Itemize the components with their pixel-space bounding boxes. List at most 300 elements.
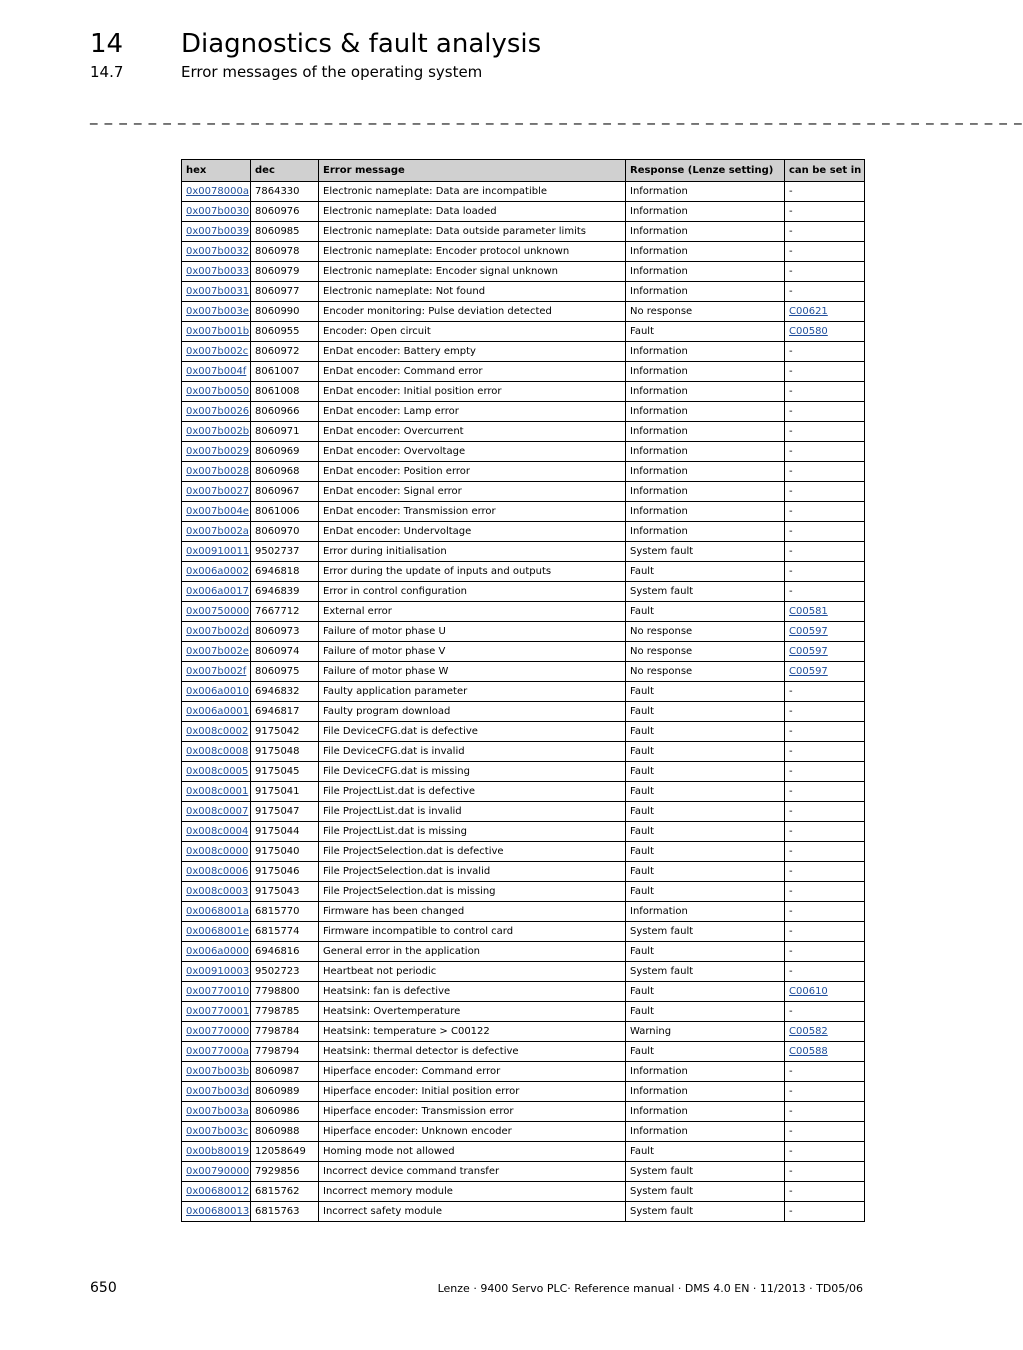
cell-error-message: EnDat encoder: Initial position error	[319, 382, 626, 402]
cell-hex	[182, 582, 251, 602]
hex-code-link[interactable]: 0x007b0039	[186, 225, 250, 237]
cell-error-message: File ProjectSelection.dat is missing	[319, 882, 626, 902]
hex-code-link[interactable]: 0x007b003c	[186, 1125, 249, 1137]
error-messages-table	[181, 159, 865, 1222]
table-row	[182, 1142, 865, 1162]
cell-dec: 9175041	[251, 782, 319, 802]
cell-can-be-set-in: -	[785, 482, 865, 502]
cell-hex	[182, 202, 251, 222]
cell-response: Fault	[626, 562, 785, 582]
hex-code-link[interactable]: 0x007b003d	[186, 1085, 250, 1097]
table-row	[182, 522, 865, 542]
cell-dec: 7798785	[251, 1002, 319, 1022]
hex-code-link[interactable]: 0x007b0029	[186, 445, 250, 457]
cell-error-message: Heatsink: thermal detector is defective	[319, 1042, 626, 1062]
table-row	[182, 362, 865, 382]
cell-response: Fault	[626, 982, 785, 1002]
hex-code-link[interactable]: 0x00910011	[186, 545, 250, 557]
cell-response: Information	[626, 1122, 785, 1142]
hex-code-link[interactable]: 0x00910003	[186, 965, 250, 977]
parameter-link[interactable]: C00610	[789, 985, 828, 997]
cell-response: Fault	[626, 822, 785, 842]
cell-response: Information	[626, 1082, 785, 1102]
cell-dec: 8061006	[251, 502, 319, 522]
cell-error-message: Hiperface encoder: Initial position error	[319, 1082, 626, 1102]
table-row	[182, 562, 865, 582]
cell-dec: 8060985	[251, 222, 319, 242]
cell-error-message: Incorrect safety module	[319, 1202, 626, 1222]
cell-can-be-set-in: -	[785, 822, 865, 842]
cell-can-be-set-in	[785, 1042, 865, 1062]
cell-error-message: Incorrect memory module	[319, 1182, 626, 1202]
hex-code-link[interactable]: 0x007b0030	[186, 205, 250, 217]
cell-error-message: Heartbeat not periodic	[319, 962, 626, 982]
cell-error-message: Error in control configuration	[319, 582, 626, 602]
hex-code-link[interactable]: 0x008c0007	[186, 805, 249, 817]
table-row	[182, 742, 865, 762]
hex-code-link[interactable]: 0x00680013	[186, 1205, 250, 1217]
cell-can-be-set-in	[785, 642, 865, 662]
cell-dec: 8060974	[251, 642, 319, 662]
hex-code-link[interactable]: 0x007b003a	[186, 1105, 249, 1117]
cell-hex	[182, 362, 251, 382]
cell-response: Warning	[626, 1022, 785, 1042]
table-row	[182, 1102, 865, 1122]
cell-error-message: Firmware has been changed	[319, 902, 626, 922]
cell-hex	[182, 882, 251, 902]
table-row	[182, 1162, 865, 1182]
cell-hex	[182, 1082, 251, 1102]
cell-hex	[182, 1142, 251, 1162]
cell-dec: 8060975	[251, 662, 319, 682]
cell-can-be-set-in	[785, 322, 865, 342]
cell-hex	[182, 802, 251, 822]
cell-hex	[182, 402, 251, 422]
table-row	[182, 1182, 865, 1202]
cell-response: No response	[626, 662, 785, 682]
hex-code-link[interactable]: 0x008c0006	[186, 865, 249, 877]
cell-response: Fault	[626, 682, 785, 702]
page-number: 650	[90, 1280, 117, 1296]
hex-code-link[interactable]: 0x007b002d	[186, 625, 250, 637]
cell-can-be-set-in: -	[785, 702, 865, 722]
cell-dec: 8060966	[251, 402, 319, 422]
cell-hex	[182, 282, 251, 302]
hex-code-link[interactable]: 0x007b003e	[186, 305, 249, 317]
cell-response: Information	[626, 1062, 785, 1082]
cell-response: Information	[626, 242, 785, 262]
hex-code-link[interactable]: 0x006a0002	[186, 565, 249, 577]
cell-response: Fault	[626, 942, 785, 962]
table-row	[182, 482, 865, 502]
cell-dec: 9175046	[251, 862, 319, 882]
table-row	[182, 502, 865, 522]
parameter-link[interactable]: C00580	[789, 325, 828, 337]
hex-code-link[interactable]: 0x008c0005	[186, 765, 249, 777]
table-row	[182, 242, 865, 262]
cell-hex	[182, 842, 251, 862]
cell-dec: 8060976	[251, 202, 319, 222]
cell-response: Information	[626, 182, 785, 202]
cell-dec: 8060977	[251, 282, 319, 302]
table-row	[182, 1002, 865, 1022]
cell-response: Information	[626, 422, 785, 442]
cell-can-be-set-in	[785, 622, 865, 642]
cell-error-message: EnDat encoder: Command error	[319, 362, 626, 382]
cell-error-message: Electronic nameplate: Data outside parameter limits	[319, 222, 626, 242]
cell-response: Fault	[626, 722, 785, 742]
cell-dec: 6946818	[251, 562, 319, 582]
cell-hex	[182, 1022, 251, 1042]
table-row	[182, 902, 865, 922]
cell-dec: 6946839	[251, 582, 319, 602]
cell-hex	[182, 702, 251, 722]
cell-error-message: Failure of motor phase V	[319, 642, 626, 662]
cell-dec: 9175040	[251, 842, 319, 862]
cell-can-be-set-in: -	[785, 462, 865, 482]
cell-error-message: Faulty application parameter	[319, 682, 626, 702]
cell-hex	[182, 222, 251, 242]
table-row	[182, 602, 865, 622]
cell-hex	[182, 522, 251, 542]
cell-error-message: File DeviceCFG.dat is defective	[319, 722, 626, 742]
cell-dec: 12058649	[251, 1142, 319, 1162]
table-row	[182, 462, 865, 482]
cell-can-be-set-in: -	[785, 382, 865, 402]
cell-response: System fault	[626, 922, 785, 942]
hex-code-link[interactable]: 0x00770010	[186, 985, 250, 997]
cell-dec: 7798784	[251, 1022, 319, 1042]
hex-code-link[interactable]: 0x007b002a	[186, 525, 249, 537]
cell-error-message: Heatsink: fan is defective	[319, 982, 626, 1002]
table-row	[182, 802, 865, 822]
cell-hex	[182, 1182, 251, 1202]
cell-can-be-set-in: -	[785, 242, 865, 262]
cell-error-message: EnDat encoder: Undervoltage	[319, 522, 626, 542]
cell-response: Fault	[626, 782, 785, 802]
cell-error-message: Firmware incompatible to control card	[319, 922, 626, 942]
cell-dec: 8060972	[251, 342, 319, 362]
cell-dec: 9502723	[251, 962, 319, 982]
hex-code-link[interactable]: 0x0077000a	[186, 1045, 249, 1057]
cell-error-message: Electronic nameplate: Data loaded	[319, 202, 626, 222]
cell-dec: 6946816	[251, 942, 319, 962]
cell-response: Fault	[626, 1142, 785, 1162]
column-header-error-message: Error message	[319, 160, 626, 182]
cell-can-be-set-in: -	[785, 182, 865, 202]
cell-error-message: EnDat encoder: Overcurrent	[319, 422, 626, 442]
table-row	[182, 862, 865, 882]
hex-code-link[interactable]: 0x00680012	[186, 1185, 250, 1197]
cell-can-be-set-in	[785, 662, 865, 682]
cell-response: Fault	[626, 742, 785, 762]
table-row	[182, 982, 865, 1002]
cell-dec: 7798800	[251, 982, 319, 1002]
hex-code-link[interactable]: 0x00750000	[186, 605, 250, 617]
chapter-title: Diagnostics & fault analysis	[181, 29, 542, 59]
cell-hex	[182, 1162, 251, 1182]
cell-can-be-set-in	[785, 302, 865, 322]
table-row	[182, 302, 865, 322]
cell-response: Fault	[626, 802, 785, 822]
cell-response: Information	[626, 502, 785, 522]
table-row	[182, 542, 865, 562]
table-row	[182, 222, 865, 242]
cell-hex	[182, 822, 251, 842]
cell-hex	[182, 722, 251, 742]
hex-code-link[interactable]: 0x008c0001	[186, 785, 249, 797]
cell-error-message: File ProjectList.dat is defective	[319, 782, 626, 802]
table-row	[182, 202, 865, 222]
cell-can-be-set-in	[785, 982, 865, 1002]
cell-error-message: General error in the application	[319, 942, 626, 962]
cell-error-message: File ProjectList.dat is missing	[319, 822, 626, 842]
cell-error-message: EnDat encoder: Overvoltage	[319, 442, 626, 462]
cell-hex	[182, 922, 251, 942]
cell-hex	[182, 1102, 251, 1122]
table-row	[182, 782, 865, 802]
cell-hex	[182, 322, 251, 342]
cell-dec: 6815770	[251, 902, 319, 922]
cell-error-message: External error	[319, 602, 626, 622]
cell-can-be-set-in: -	[785, 942, 865, 962]
cell-can-be-set-in: -	[785, 682, 865, 702]
table-row	[182, 722, 865, 742]
cell-dec: 6815762	[251, 1182, 319, 1202]
cell-error-message: Hiperface encoder: Command error	[319, 1062, 626, 1082]
cell-error-message: Failure of motor phase U	[319, 622, 626, 642]
hex-code-link[interactable]: 0x006a0010	[186, 685, 249, 697]
cell-dec: 9175043	[251, 882, 319, 902]
cell-can-be-set-in: -	[785, 722, 865, 742]
cell-error-message: Encoder: Open circuit	[319, 322, 626, 342]
table-row	[182, 1062, 865, 1082]
hex-code-link[interactable]: 0x0068001a	[186, 905, 249, 917]
hex-code-link[interactable]: 0x007b002f	[186, 665, 247, 677]
hex-code-link[interactable]: 0x008c0000	[186, 845, 249, 857]
column-header-dec: dec	[251, 160, 319, 182]
cell-response: Information	[626, 382, 785, 402]
table-row	[182, 642, 865, 662]
hex-code-link[interactable]: 0x008c0004	[186, 825, 249, 837]
cell-can-be-set-in: -	[785, 762, 865, 782]
cell-dec: 9175044	[251, 822, 319, 842]
parameter-link[interactable]: C00621	[789, 305, 828, 317]
cell-dec: 8060971	[251, 422, 319, 442]
cell-response: Fault	[626, 602, 785, 622]
cell-can-be-set-in: -	[785, 442, 865, 462]
hex-code-link[interactable]: 0x0068001e	[186, 925, 249, 937]
cell-dec: 8060978	[251, 242, 319, 262]
cell-dec: 7864330	[251, 182, 319, 202]
cell-hex	[182, 782, 251, 802]
table-row	[182, 682, 865, 702]
cell-error-message: File DeviceCFG.dat is invalid	[319, 742, 626, 762]
cell-dec: 8060967	[251, 482, 319, 502]
column-header-can-be-set-in: can be set in	[785, 160, 865, 182]
hex-code-link[interactable]: 0x007b002c	[186, 345, 249, 357]
parameter-link[interactable]: C00597	[789, 645, 828, 657]
cell-response: Fault	[626, 762, 785, 782]
cell-dec: 7667712	[251, 602, 319, 622]
hex-code-link[interactable]: 0x007b004f	[186, 365, 247, 377]
parameter-link[interactable]: C00581	[789, 605, 828, 617]
cell-dec: 8060968	[251, 462, 319, 482]
cell-can-be-set-in: -	[785, 1162, 865, 1182]
cell-can-be-set-in	[785, 1022, 865, 1042]
cell-can-be-set-in: -	[785, 282, 865, 302]
cell-can-be-set-in: -	[785, 582, 865, 602]
cell-hex	[182, 562, 251, 582]
cell-hex	[182, 622, 251, 642]
table-row	[182, 762, 865, 782]
table-body	[182, 182, 865, 1222]
table-row	[182, 422, 865, 442]
hex-code-link[interactable]: 0x007b0028	[186, 465, 250, 477]
cell-response: Fault	[626, 882, 785, 902]
cell-can-be-set-in: -	[785, 742, 865, 762]
cell-error-message: EnDat encoder: Position error	[319, 462, 626, 482]
table-row	[182, 842, 865, 862]
cell-error-message: Electronic nameplate: Data are incompatible	[319, 182, 626, 202]
parameter-link[interactable]: C00588	[789, 1045, 828, 1057]
cell-error-message: EnDat encoder: Signal error	[319, 482, 626, 502]
table-row	[182, 942, 865, 962]
cell-dec: 9175042	[251, 722, 319, 742]
table-row	[182, 182, 865, 202]
table-row	[182, 622, 865, 642]
table-row	[182, 322, 865, 342]
cell-response: Information	[626, 282, 785, 302]
hex-code-link[interactable]: 0x008c0002	[186, 725, 249, 737]
parameter-link[interactable]: C00582	[789, 1025, 828, 1037]
cell-can-be-set-in: -	[785, 222, 865, 242]
cell-can-be-set-in: -	[785, 562, 865, 582]
cell-hex	[182, 762, 251, 782]
cell-can-be-set-in: -	[785, 1182, 865, 1202]
cell-hex	[182, 422, 251, 442]
cell-response: System fault	[626, 542, 785, 562]
cell-hex	[182, 1002, 251, 1022]
table-row	[182, 402, 865, 422]
hex-code-link[interactable]: 0x00770001	[186, 1005, 250, 1017]
cell-response: System fault	[626, 1182, 785, 1202]
cell-error-message: Homing mode not allowed	[319, 1142, 626, 1162]
table-row	[182, 922, 865, 942]
cell-error-message: Incorrect device command transfer	[319, 1162, 626, 1182]
cell-hex	[182, 482, 251, 502]
cell-can-be-set-in: -	[785, 262, 865, 282]
hex-code-link[interactable]: 0x006a0000	[186, 945, 249, 957]
table-header-row	[182, 160, 865, 182]
cell-error-message: Failure of motor phase W	[319, 662, 626, 682]
hex-code-link[interactable]: 0x00770000	[186, 1025, 250, 1037]
table-row	[182, 662, 865, 682]
cell-can-be-set-in: -	[785, 782, 865, 802]
hex-code-link[interactable]: 0x007b001b	[186, 325, 250, 337]
parameter-link[interactable]: C00597	[789, 665, 828, 677]
hex-code-link[interactable]: 0x008c0003	[186, 885, 249, 897]
cell-error-message: Electronic nameplate: Encoder signal unknown	[319, 262, 626, 282]
table-row	[182, 1042, 865, 1062]
hex-code-link[interactable]: 0x007b002b	[186, 425, 250, 437]
hex-code-link[interactable]: 0x00790000	[186, 1165, 250, 1177]
cell-hex	[182, 862, 251, 882]
hex-code-link[interactable]: 0x007b0032	[186, 245, 250, 257]
header-rule: _ _ _ _ _ _ _ _ _ _ _ _ _ _ _ _ _ _ _ _ _ _ _ _ _ _ _ _ _ _ _ _ _ _ _ _ _ _ _ _ _ _ _ _ _ _ _ _ _ _ _ _ _ _ _ _ _ _ _ _ _ _ _ _	[90, 107, 1023, 125]
hex-code-link[interactable]: 0x007b002e	[186, 645, 249, 657]
hex-code-link[interactable]: 0x006a0017	[186, 585, 249, 597]
cell-error-message: Faulty program download	[319, 702, 626, 722]
hex-code-link[interactable]: 0x007b003b	[186, 1065, 250, 1077]
chapter-number: 14	[90, 29, 124, 59]
hex-code-link[interactable]: 0x008c0008	[186, 745, 249, 757]
table-row	[182, 342, 865, 362]
cell-can-be-set-in: -	[785, 922, 865, 942]
table-row	[182, 582, 865, 602]
cell-error-message: EnDat encoder: Transmission error	[319, 502, 626, 522]
cell-dec: 6815774	[251, 922, 319, 942]
cell-dec: 9175045	[251, 762, 319, 782]
cell-can-be-set-in: -	[785, 1002, 865, 1022]
cell-response: System fault	[626, 1162, 785, 1182]
cell-dec: 8060973	[251, 622, 319, 642]
section-title: Error messages of the operating system	[181, 63, 483, 81]
cell-dec: 8060955	[251, 322, 319, 342]
hex-code-link[interactable]: 0x007b0033	[186, 265, 250, 277]
table-row	[182, 382, 865, 402]
cell-dec: 8060990	[251, 302, 319, 322]
cell-dec: 6946832	[251, 682, 319, 702]
cell-can-be-set-in: -	[785, 902, 865, 922]
cell-hex	[182, 682, 251, 702]
cell-error-message: Electronic nameplate: Not found	[319, 282, 626, 302]
cell-error-message: File ProjectSelection.dat is defective	[319, 842, 626, 862]
cell-can-be-set-in: -	[785, 1202, 865, 1222]
cell-hex	[182, 462, 251, 482]
cell-dec: 7798794	[251, 1042, 319, 1062]
cell-response: System fault	[626, 582, 785, 602]
hex-code-link[interactable]: 0x007b004e	[186, 505, 249, 517]
hex-code-link[interactable]: 0x007b0027	[186, 485, 250, 497]
table-row	[182, 962, 865, 982]
cell-error-message: Heatsink: Overtemperature	[319, 1002, 626, 1022]
cell-response: Fault	[626, 1002, 785, 1022]
cell-can-be-set-in: -	[785, 1142, 865, 1162]
cell-response: No response	[626, 622, 785, 642]
hex-code-link[interactable]: 0x007b0050	[186, 385, 250, 397]
cell-dec: 7929856	[251, 1162, 319, 1182]
cell-can-be-set-in: -	[785, 882, 865, 902]
hex-code-link[interactable]: 0x00b80019	[186, 1145, 250, 1157]
cell-error-message: File DeviceCFG.dat is missing	[319, 762, 626, 782]
cell-response: Fault	[626, 702, 785, 722]
cell-hex	[182, 1122, 251, 1142]
hex-code-link[interactable]: 0x0078000a	[186, 185, 249, 197]
cell-hex	[182, 342, 251, 362]
hex-code-link[interactable]: 0x007b0031	[186, 285, 250, 297]
table-row	[182, 1202, 865, 1222]
hex-code-link[interactable]: 0x007b0026	[186, 405, 250, 417]
cell-response: Information	[626, 522, 785, 542]
cell-response: Information	[626, 402, 785, 422]
cell-response: No response	[626, 302, 785, 322]
hex-code-link[interactable]: 0x006a0001	[186, 705, 249, 717]
cell-error-message: Error during initialisation	[319, 542, 626, 562]
parameter-link[interactable]: C00597	[789, 625, 828, 637]
cell-response: Fault	[626, 1042, 785, 1062]
cell-dec: 8061007	[251, 362, 319, 382]
